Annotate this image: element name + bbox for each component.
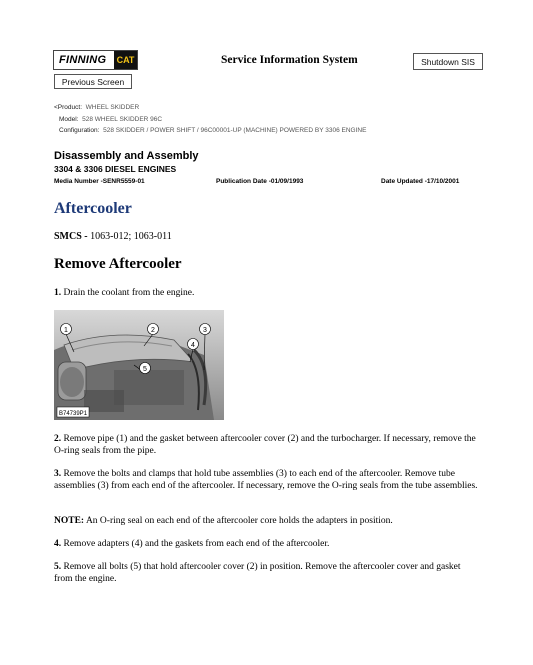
smcs-label: SMCS - [54,231,88,242]
step-text: Remove pipe (1) and the gasket between aftercooler cover (2) and the turbocharger. If necessary, remove the O-ring seals from the pipe. [54,434,476,456]
previous-screen-button[interactable]: Previous Screen [54,74,132,89]
procedure-heading: Remove Aftercooler [54,256,182,272]
note-text: An O-ring seal on each end of the aftercooler core holds the adapters in position. [84,516,393,526]
note [54,515,479,527]
step-5 [54,561,479,585]
callout-3: 3 [203,327,207,334]
finning-cat-logo [53,50,138,70]
smcs-code [54,231,172,242]
step-text: Remove the bolts and clamps that hold tube assemblies (3) to each end of the aftercooler. Remove tube assemblies (3) from each end of the aftercooler. If necessary, remove the O-ring seals from the tube assemblies. [54,469,478,491]
section-title: Disassembly and Assembly [54,150,199,162]
cat-logo-badge: CAT [114,51,137,69]
product-value: WHEEL SKIDDER [85,104,140,111]
publication-date: Publication Date -01/09/1993 [216,178,304,185]
section-subtitle: 3304 & 3306 DIESEL ENGINES [54,164,177,174]
step-text: Drain the coolant from the engine. [61,288,195,298]
finning-logo-text: FINNING [59,54,107,66]
callout-2: 2 [151,327,155,334]
step-number: 2. [54,434,62,444]
aftercooler-photo [54,310,224,420]
step-number: 5. [54,562,62,572]
callout-5: 5 [143,366,147,373]
model-value: 528 WHEEL SKIDDER 96C [82,116,163,123]
media-number: Media Number -SENR5559-01 [54,178,145,185]
note-label: NOTE: [54,516,85,526]
smcs-value: 1063-012; 1063-011 [87,231,172,242]
step-3 [54,468,479,492]
step-text: Remove all bolts (5) that hold aftercooler cover (2) in position. Remove the aftercooler cover and gasket from the engine. [54,562,461,584]
callout-4: 4 [191,342,195,349]
configuration-line [59,127,366,134]
configuration-value: 528 SKIDDER / POWER SHIFT / 96C00001-UP (MACHINE) POWERED BY 3306 ENGINE [103,127,367,134]
configuration-label: Configuration: [59,127,100,134]
step-number: 3. [54,469,62,479]
step-1 [54,287,479,299]
shutdown-sis-button[interactable]: Shutdown SIS [413,53,483,70]
step-text: Remove adapters (4) and the gaskets from each end of the aftercooler. [61,539,330,549]
step-2 [54,433,479,457]
callout-1: 1 [64,327,68,334]
article-heading: Aftercooler [54,200,132,217]
model-label: Model: [59,116,79,123]
product-label: <Product: [54,104,83,111]
date-updated: Date Updated -17/10/2001 [381,178,460,185]
step-number: 4. [54,539,62,549]
step-4 [54,538,479,550]
page-title: Service Information System [221,54,358,66]
step-number: 1. [54,288,62,298]
figure-caption: B74739P1 [59,411,88,417]
model-line [59,116,162,123]
product-line [54,104,139,111]
